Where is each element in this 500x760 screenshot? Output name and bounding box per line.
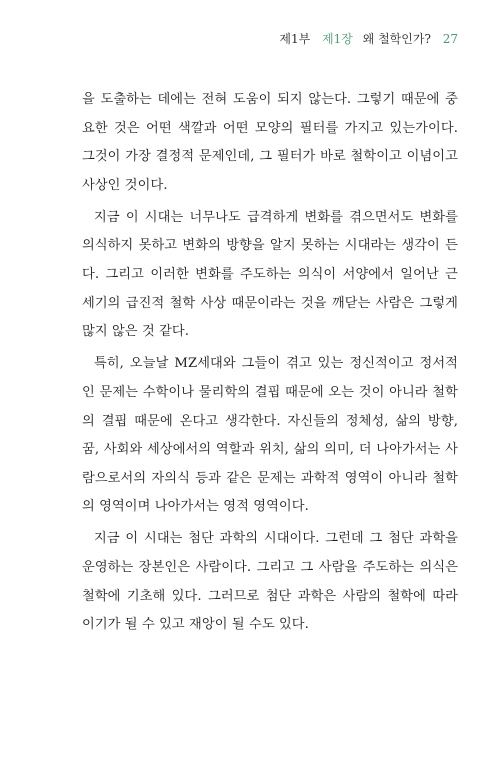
chapter-title: 왜 철학인가?: [362, 32, 431, 46]
body-text: [82, 86, 458, 643]
running-header: [279, 30, 458, 47]
part-label: 제1부: [279, 32, 311, 46]
paragraph-continued: 을 도출하는 데에는 전혀 도움이 되지 않는다. 그렇기 때문에 중요한 것은 어떤 색깔과 어떤 모양의 필터를 가지고 있는가이다. 그것이 가장 결정적 문제인데, 그 필터가 바로 철학이고 이념이고 사상인 것이다.: [82, 92, 458, 193]
chapter-label: 제1장: [322, 32, 353, 46]
page-number: 27: [442, 32, 458, 46]
paragraph: 지금 이 시대는 너무나도 급격하게 변화를 겪으면서도 변화를 의식하지 못하고 변화의 방향을 알지 못하는 시대라는 생각이 든다. 그리고 이러한 변화를 주도하는 의식이 서양에서 일어난 근 세기의 급진적 철학 사상 때문이라는 것을 깨닫는 사람은 그렇게 많지 않은 것 같다.: [82, 209, 458, 340]
paragraph: 특히, 오늘날 MZ세대와 그들이 겪고 있는 정신적이고 정서적인 문제는 수학이나 물리학의 결핍 때문에 오는 것이 아니라 철학의 결핍 때문에 온다고 생각한다. 자신들의 정체성, 삶의 방향, 꿈, 사회와 세상에서의 역할과 위치, 삶의 의미, 더 나아가서는 사람으로서의 자의식 등과 같은 문제는 과학적 영역이 아니라 철학의 영역이며 나아가서는 영적 영역이다.: [82, 356, 458, 515]
paragraph: 지금 이 시대는 첨단 과학의 시대이다. 그런데 그 첨단 과학을 운영하는 장본인은 사람이다. 그리고 그 사람을 주도하는 의식은 철학에 기초해 있다. 그러므로 첨단 과학은 사람의 철학에 따라 이기가 될 수 있고 재앙이 될 수도 있다.: [82, 531, 458, 633]
